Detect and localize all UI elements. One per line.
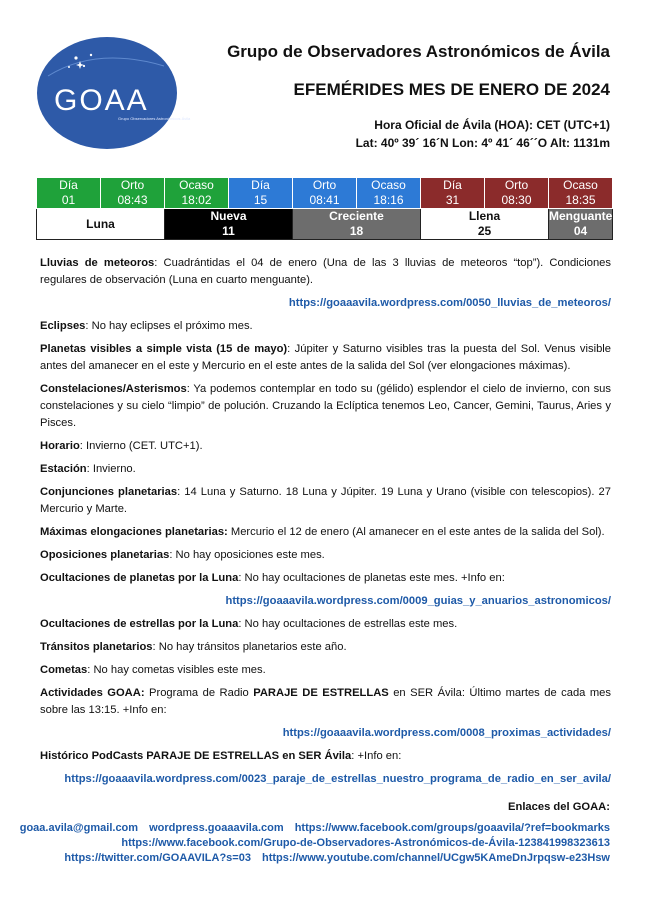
facebook-group-link[interactable]: https://www.facebook.com/groups/goaavila/?ref=bookmarks [294,822,610,834]
sun-orto-cell: Orto 08:43 [101,178,165,209]
content-body [40,255,611,794]
section-elongaciones: Máximas elongaciones planetarias: Mercurio el 12 de enero (Al amanecer en el este antes de la salida del Sol). [40,526,605,538]
moon-phase-nueva: Nueva 11 [165,209,293,240]
hoa-line: Hora Oficial de Ávila (HOA): CET (UTC+1) [374,118,610,132]
section-planetas: Planetas visibles a simple vista (15 de mayo): Júpiter y Saturno visibles tras la puesta del Sol. Venus visible antes del amanecer en el este y Mercurio en el este antes de la salida del Sol (ver elongaciones máximas). [40,343,611,372]
doc-title: Grupo de Observadores Astronómicos de Ávila [227,42,610,61]
section-conjunciones: Conjunciones planetarias: 14 Luna y Saturno. 18 Luna y Júpiter. 19 Luna y Urano (visible con telescopios). 27 Mercurio y Marte. [40,486,611,515]
sun-ocaso-cell: Ocaso 18:35 [549,178,613,209]
goaa-logo [36,36,191,150]
sun-day-cell: Día 01 [37,178,101,209]
sun-row [37,178,613,209]
email-link[interactable]: goaa.avila@gmail.com [19,822,139,834]
moon-phase-llena: Llena 25 [421,209,549,240]
enlaces-line-2 [113,837,610,849]
section-podcasts: Histórico PodCasts PARAJE DE ESTRELLAS en SER Ávila: +Info en: [40,750,402,762]
svg-text:Grupo Observadores Astronómico: Grupo Observadores Astronómicos Ávila [118,116,191,121]
moon-label: Luna [37,209,165,240]
wordpress-link[interactable]: wordpress.goaaavila.com [149,822,284,834]
ephemeris-table [36,177,613,240]
section-eclipses: Eclipses: No hay eclipses el próximo mes. [40,320,253,332]
sun-orto-cell: Orto 08:41 [293,178,357,209]
section-ocult-planetas: Ocultaciones de planetas por la Luna: No hay ocultaciones de planetas este mes. +Info en: [40,572,505,584]
sun-day-cell: Día 15 [229,178,293,209]
moon-phase-menguante: Menguante 04 [549,209,613,238]
doc-subtitle: EFEMÉRIDES MES DE ENERO DE 2024 [293,80,610,99]
sun-ocaso-cell: Ocaso 18:16 [357,178,421,209]
sun-orto-cell: Orto 08:30 [485,178,549,209]
enlaces-title: Enlaces del GOAA: [508,801,610,813]
moon-row [37,209,613,240]
section-cometas: Cometas: No hay cometas visibles este mes. [40,664,266,676]
section-horario: Horario: Invierno (CET. UTC+1). [40,440,203,452]
svg-text:GOAA: GOAA [54,84,149,117]
youtube-link[interactable]: https://www.youtube.com/channel/UCgw5KAmeDnJrpqsw-e23Hsw [262,852,610,864]
section-actividades: Actividades GOAA: Programa de Radio PARAJE DE ESTRELLAS en SER Ávila: Último martes de cada mes sobre las 13:15. +Info en: [40,687,611,716]
enlaces-line-3 [56,852,610,864]
section-constelaciones: Constelaciones/Asterismos: Ya podemos contemplar en todo su (gélido) esplendor el cielo de invierno, con sus constelaciones y su cielo “limpio” de polución. Cruzando la Eclíptica tenemos Leo, Cancer, Gemini, Taurus, Aries y Pisces. [40,383,611,429]
guias-link[interactable]: https://goaaavila.wordpress.com/0009_guias_y_anuarios_astronomicos/ [225,595,611,607]
section-estacion: Estación: Invierno. [40,463,136,475]
meteoros-link[interactable]: https://goaaavila.wordpress.com/0050_lluvias_de_meteoros/ [288,297,611,309]
sun-day-cell: Día 31 [421,178,485,209]
section-ocult-estrellas: Ocultaciones de estrellas por la Luna: No hay ocultaciones de estrellas este mes. [40,618,458,630]
actividades-link[interactable]: https://goaaavila.wordpress.com/0008_proximas_actividades/ [282,727,611,739]
section-oposiciones: Oposiciones planetarias: No hay oposiciones este mes. [40,549,325,561]
twitter-link[interactable]: https://twitter.com/GOAAVILA?s=03 [64,852,251,864]
section-transitos: Tránsitos planetarios: No hay tránsitos planetarios este año. [40,641,347,653]
podcasts-link[interactable]: https://goaaavila.wordpress.com/0023_paraje_de_estrellas_nuestro_programa_de_radio_en_ser_avila/ [64,773,611,785]
facebook-page-link[interactable]: https://www.facebook.com/Grupo-de-Observadores-Astronómicos-de-Ávila-123841998323613 [121,837,610,849]
sun-ocaso-cell: Ocaso 18:02 [165,178,229,209]
section-meteoros: Lluvias de meteoros: Cuadrántidas el 04 de enero (Una de las 3 lluvias de meteoros “top”). Condiciones regulares de observación (Luna en cuarto menguante). [40,257,611,286]
latlon-line: Lat: 40º 39´ 16´N Lon: 4º 41´ 46´´O Alt: 1131m [355,136,610,150]
enlaces-line-1 [12,822,610,834]
moon-phase-creciente: Creciente 18 [293,209,421,240]
